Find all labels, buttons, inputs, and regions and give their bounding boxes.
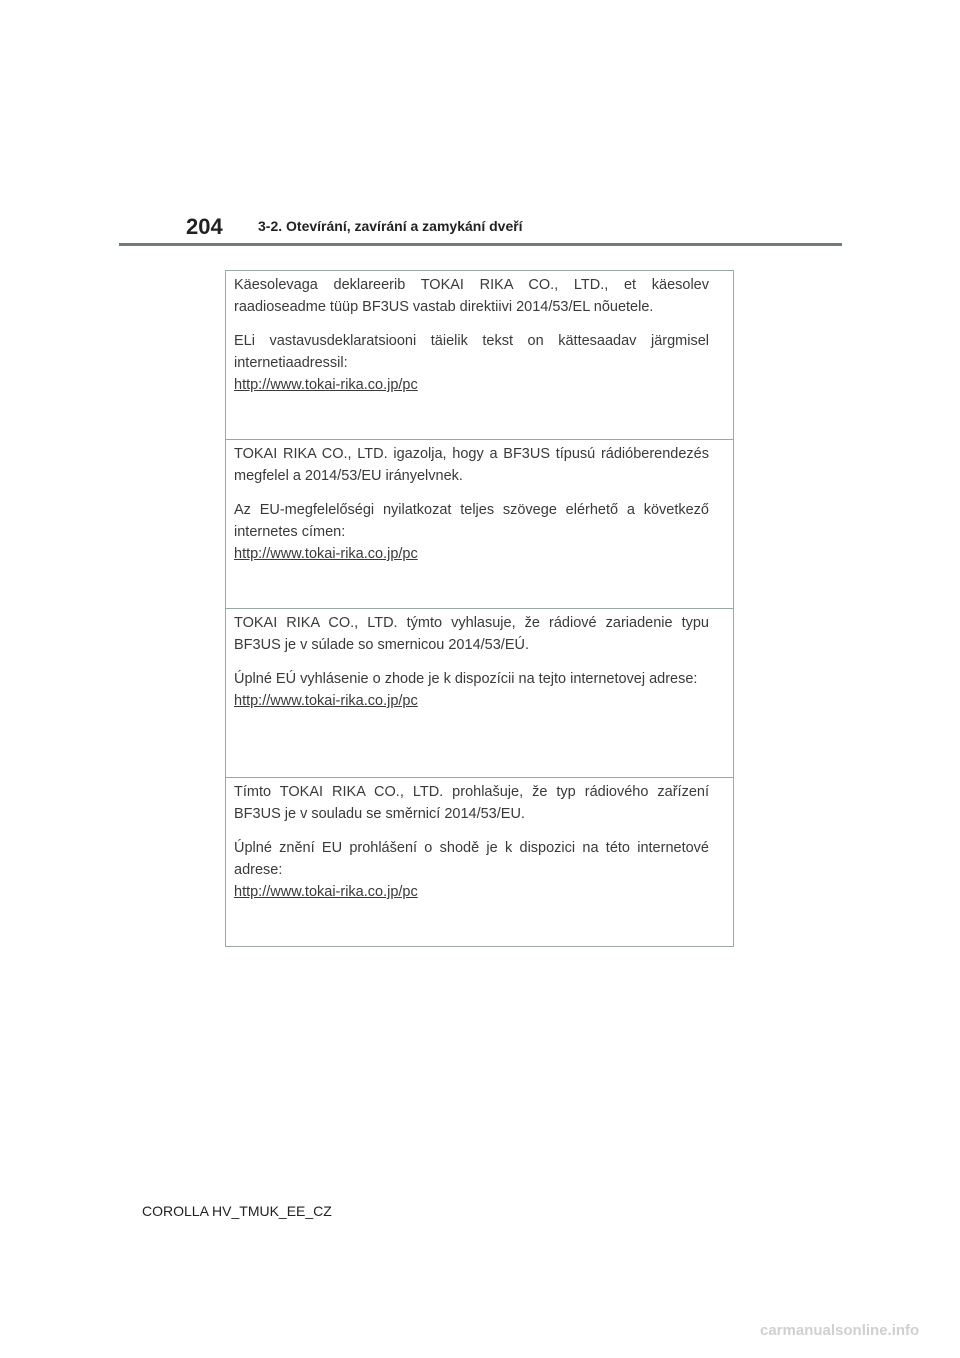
availability-text: Az EU-megfelelőségi nyilatkozat teljes szövege elérhető a következő internetes címen: [234, 502, 709, 540]
declarations-box [225, 270, 734, 947]
section-title: 3-2. Otevírání, zavírání a zamykání dveří [258, 218, 523, 234]
declaration-url-link[interactable]: http://www.tokai-rika.co.jp/pc [234, 546, 418, 562]
availability-text: ELi vastavusdeklaratsiooni täielik tekst on kättesaadav järgmisel internetiaadressil: [234, 333, 709, 371]
declaration-block-estonian [226, 271, 733, 440]
declaration-block-czech [226, 778, 733, 947]
availability-text: Úplné EÚ vyhlásenie o zhode je k dispozícii na tejto internetovej adrese: [234, 671, 698, 687]
declaration-url-link[interactable]: http://www.tokai-rika.co.jp/pc [234, 884, 418, 900]
declaration-text: TOKAI RIKA CO., LTD. týmto vyhlasuje, že rádiové zariadenie typu BF3US je v súlade so smernicou 2014/53/EÚ. [234, 615, 709, 653]
declaration-url-link[interactable]: http://www.tokai-rika.co.jp/pc [234, 693, 418, 709]
declaration-text: TOKAI RIKA CO., LTD. igazolja, hogy a BF3US típusú rádióberendezés megfelel a 2014/53/EU irányelvnek. [234, 446, 709, 484]
page-number: 204 [186, 214, 223, 239]
footer-doc-code: COROLLA HV_TMUK_EE_CZ [142, 1203, 332, 1219]
declaration-block-hungarian [226, 440, 733, 609]
declaration-text: Tímto TOKAI RIKA CO., LTD. prohlašuje, že typ rádiového zařízení BF3US je v souladu se směrnicí 2014/53/EU. [234, 784, 709, 822]
declaration-block-slovak [226, 609, 733, 778]
availability-text: Úplné znění EU prohlášení o shodě je k dispozici na této internetové adrese: [234, 840, 709, 878]
header-rule [119, 243, 842, 246]
watermark-text: carmanualsonline.info [760, 1322, 920, 1339]
declaration-url-link[interactable]: http://www.tokai-rika.co.jp/pc [234, 377, 418, 393]
declaration-text: Käesolevaga deklareerib TOKAI RIKA CO., LTD., et käesolev raadioseadme tüüp BF3US vastab direktiivi 2014/53/EL nõuetele. [234, 277, 709, 315]
